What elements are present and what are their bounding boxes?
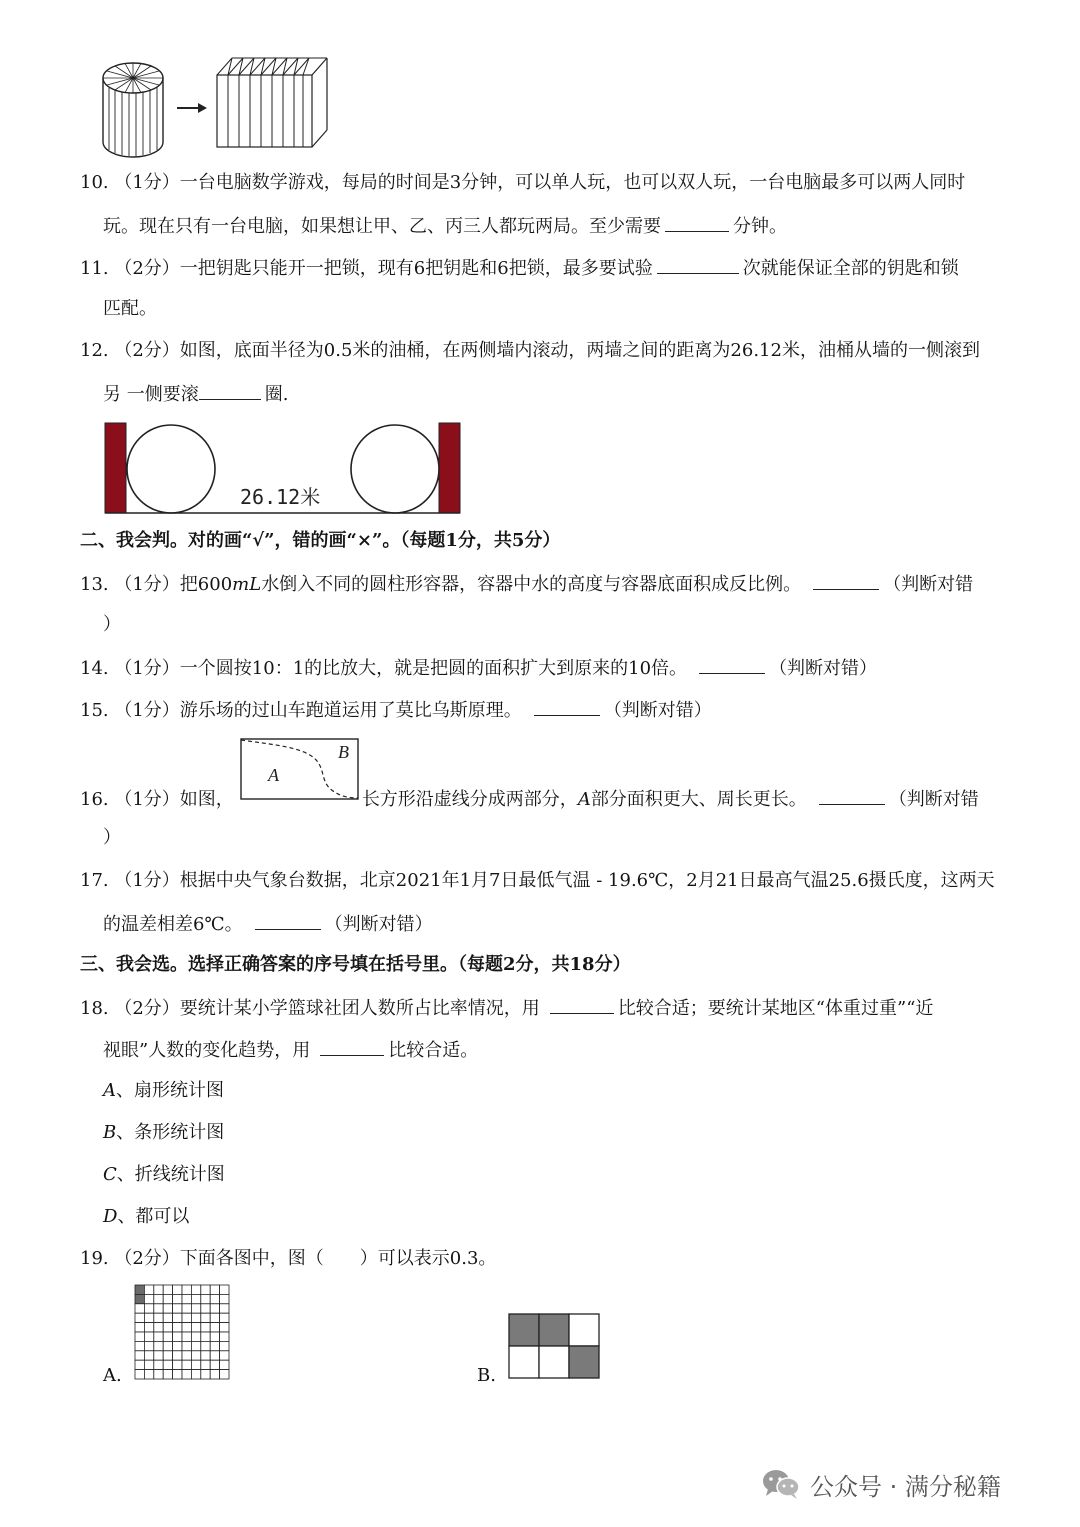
answer-blank-q10[interactable]	[665, 213, 729, 232]
grid-cell	[163, 1323, 172, 1332]
q16-line1-text: 16. （1分）如图，	[80, 789, 234, 810]
q16-line1-mid: 长方形沿虚线分成两部分，	[361, 789, 578, 810]
grid-cell	[154, 1294, 163, 1303]
grid-cell	[182, 1332, 191, 1341]
grid-cell	[182, 1370, 191, 1379]
hundred-grid-figure	[134, 1284, 230, 1380]
answer-blank-q11[interactable]	[657, 255, 739, 274]
grid-cell	[163, 1294, 172, 1303]
grid-cell	[220, 1313, 229, 1322]
grid-cell	[173, 1360, 182, 1369]
q15-judge: （判断对错）	[603, 700, 712, 721]
grid-cell	[135, 1341, 144, 1350]
grid-cell	[144, 1294, 153, 1303]
grid-cell	[144, 1360, 153, 1369]
answer-blank-q18-1[interactable]	[550, 995, 614, 1014]
grid-cell	[191, 1285, 200, 1294]
grid-cell	[210, 1294, 219, 1303]
grid-cell	[182, 1351, 191, 1360]
grid-cell	[135, 1370, 144, 1379]
grid-cell	[210, 1370, 219, 1379]
q14-judge: （判断对错）	[769, 658, 878, 679]
grid-cell	[173, 1285, 182, 1294]
grid-cell	[220, 1360, 229, 1369]
grid-cell	[201, 1341, 210, 1350]
grid-cell	[135, 1332, 144, 1341]
q19-option-a[interactable]: A.	[103, 1365, 122, 1386]
q18-line1-text: 18. （2分）要统计某小学篮球社团人数所占比率情况，用	[80, 998, 540, 1019]
grid-cell	[182, 1304, 191, 1313]
answer-blank-q16[interactable]	[819, 786, 885, 805]
grid-cell	[220, 1370, 229, 1379]
grid-cell	[154, 1332, 163, 1341]
q19-option-b[interactable]: B.	[477, 1365, 496, 1386]
six-grid-figure	[508, 1313, 601, 1379]
answer-blank-q15[interactable]	[534, 697, 600, 716]
section3-heading: 三、我会选。选择正确答案的序号填在括号里。（每题2分，共18分）	[80, 954, 631, 975]
wechat-icon	[762, 1468, 800, 1500]
grid-cell	[191, 1332, 200, 1341]
q16-line2: ）	[103, 827, 121, 848]
grid-cell	[182, 1360, 191, 1369]
q18-line1	[80, 995, 933, 1021]
grid-cell	[154, 1351, 163, 1360]
grid-cell	[154, 1341, 163, 1350]
q18-line1-rest: 比较合适；要统计某地区“体重过重”“近	[617, 998, 934, 1019]
q17-line2	[103, 911, 433, 937]
grid-cell	[201, 1370, 210, 1379]
option-text: 、条形统计图	[116, 1122, 225, 1143]
q10-line2	[103, 213, 787, 239]
grid-cell	[154, 1313, 163, 1322]
grid-cell	[210, 1285, 219, 1294]
grid-cell	[191, 1313, 200, 1322]
answer-blank-q17[interactable]	[255, 911, 321, 930]
watermark-text: 公众号 · 满分秘籍	[810, 1472, 1001, 1501]
grid-cell	[182, 1294, 191, 1303]
grid-cell	[220, 1294, 229, 1303]
grid-cell	[201, 1285, 210, 1294]
section2-heading: 二、我会判。对的画“√”，错的画“×”。（每题1分，共5分）	[80, 530, 561, 551]
grid-cell	[163, 1341, 172, 1350]
q13-line1-text: 13. （1分）把600	[80, 574, 233, 595]
grid-cell	[173, 1370, 182, 1379]
grid-cell	[201, 1323, 210, 1332]
grid-cell	[144, 1313, 153, 1322]
q18-option-a[interactable]	[103, 1079, 224, 1103]
q18-option-d[interactable]	[103, 1205, 189, 1229]
q10-line1: 10. （1分）一台电脑数学游戏，每局的时间是3分钟，可以单人玩，也可以双人玩，一台电脑最多可以两人同时	[80, 172, 966, 193]
answer-blank-q12[interactable]	[199, 381, 261, 400]
grid-cell	[135, 1313, 144, 1322]
grid-cell	[173, 1323, 182, 1332]
option-letter: D	[103, 1206, 118, 1227]
q13-unit: mL	[232, 574, 262, 595]
option-letter: B	[103, 1122, 117, 1143]
q18-line2-rest: 比较合适。	[388, 1040, 479, 1061]
grid-cell-shaded	[135, 1285, 144, 1294]
grid-cell	[201, 1313, 210, 1322]
q16-line1-mid2: 部分面积更大、周长更长。	[590, 789, 807, 810]
q13-line1	[80, 571, 973, 597]
grid-cell	[163, 1351, 172, 1360]
grid-cell	[163, 1360, 172, 1369]
grid-cell	[210, 1360, 219, 1369]
grid-cell	[173, 1332, 182, 1341]
option-letter: C	[103, 1164, 117, 1185]
q11-line1-text: 11. （2分）一把钥匙只能开一把锁，现有6把钥匙和6把锁，最多要试验	[80, 258, 653, 279]
grid-cell	[191, 1323, 200, 1332]
grid-cell	[144, 1351, 153, 1360]
q17-judge: （判断对错）	[324, 914, 433, 935]
grid-cell	[210, 1351, 219, 1360]
grid-cell	[220, 1351, 229, 1360]
grid-cell	[220, 1341, 229, 1350]
grid-cell	[163, 1332, 172, 1341]
q16-part: A	[577, 789, 591, 810]
grid-cell	[210, 1313, 219, 1322]
grid-cell	[144, 1332, 153, 1341]
grid-cell	[144, 1370, 153, 1379]
grid-cell	[201, 1304, 210, 1313]
q12-line2	[103, 381, 288, 407]
grid-cell	[191, 1294, 200, 1303]
grid-cell	[173, 1341, 182, 1350]
grid-cell	[220, 1332, 229, 1341]
grid-cell	[191, 1370, 200, 1379]
grid-cell	[182, 1341, 191, 1350]
grid-cell	[201, 1294, 210, 1303]
grid-cell	[163, 1285, 172, 1294]
q13-line1-mid: 水倒入不同的圆柱形容器，容器中水的高度与容器底面积成反比例。	[261, 574, 802, 595]
grid-cell	[201, 1360, 210, 1369]
grid-cell	[144, 1285, 153, 1294]
grid-cell	[173, 1294, 182, 1303]
q15-line1-text: 15. （1分）游乐场的过山车跑道运用了莫比乌斯原理。	[80, 700, 522, 721]
grid-cell	[135, 1360, 144, 1369]
q10-line2-text: 玩。现在只有一台电脑，如果想让甲、乙、丙三人都玩两局。至少需要	[103, 216, 661, 237]
grid-cell	[182, 1313, 191, 1322]
grid-cell	[135, 1323, 144, 1332]
answer-blank-q13[interactable]	[813, 571, 879, 590]
option-letter: A	[103, 1080, 116, 1101]
grid-cell	[201, 1351, 210, 1360]
grid-cell	[135, 1351, 144, 1360]
grid-cell	[163, 1370, 172, 1379]
grid-cell	[163, 1304, 172, 1313]
grid-cell	[201, 1332, 210, 1341]
q14-line1-text: 14. （1分）一个圆按10：1的比放大，就是把圆的面积扩大到原来的10倍。	[80, 658, 688, 679]
grid-cell	[220, 1323, 229, 1332]
q19-line1: 19. （2分）下面各图中，图（ ）可以表示0.3。	[80, 1248, 497, 1269]
grid-cell	[191, 1341, 200, 1350]
q18-option-b[interactable]	[103, 1121, 224, 1145]
grid-cell	[173, 1351, 182, 1360]
q17-line2-text: 的温差相差6℃。	[103, 914, 243, 935]
q13-judge: （判断对错	[883, 574, 974, 595]
q11-line1-rest: 次就能保证全部的钥匙和锁	[742, 258, 959, 279]
q11-line2: 匹配。	[103, 298, 157, 319]
grid-cell-shaded	[135, 1294, 144, 1303]
label-a: A	[268, 765, 279, 785]
grid-cell	[154, 1285, 163, 1294]
grid-cell	[163, 1313, 172, 1322]
q18-line2	[103, 1037, 478, 1063]
grid-cell	[182, 1285, 191, 1294]
option-text: 、折线统计图	[116, 1164, 225, 1185]
q16-line1	[80, 786, 979, 812]
q17-line1: 17. （1分）根据中央气象台数据，北京2021年1月7日最低气温 - 19.6℃，2月21日最高气温25.6摄氏度，这两天	[80, 870, 995, 891]
q12-line2-unit: 圈.	[264, 384, 289, 405]
barrel-walls-figure	[100, 418, 465, 518]
grid-cell	[144, 1341, 153, 1350]
q10-line2-unit: 分钟。	[733, 216, 787, 237]
q12-line1: 12. （2分）如图，底面半径为0.5米的油桶，在两侧墙内滚动，两墙之间的距离为26.12米，油桶从墙的一侧滚到	[80, 340, 980, 361]
q16-judge: （判断对错	[888, 789, 979, 810]
answer-blank-q18-2[interactable]	[320, 1037, 384, 1056]
grid-cell	[220, 1304, 229, 1313]
grid-cell	[220, 1285, 229, 1294]
grid-cell	[191, 1351, 200, 1360]
grid-cell	[210, 1332, 219, 1341]
distance-label: 26.12米	[240, 485, 321, 509]
watermark	[762, 1466, 1001, 1502]
q14-line1	[80, 655, 877, 681]
label-b: B	[338, 742, 349, 762]
grid-cell	[173, 1313, 182, 1322]
answer-blank-q14[interactable]	[699, 655, 765, 674]
grid-cell	[144, 1304, 153, 1313]
grid-cell	[191, 1304, 200, 1313]
cylinder-figure	[95, 50, 340, 160]
q18-line2-text: 视眼”人数的变化趋势，用	[103, 1040, 311, 1061]
grid-cell	[210, 1341, 219, 1350]
grid-cell	[191, 1360, 200, 1369]
option-text: 、都可以	[117, 1206, 190, 1227]
grid-cell	[154, 1370, 163, 1379]
grid-cell	[182, 1323, 191, 1332]
option-text: 、扇形统计图	[116, 1080, 224, 1101]
grid-cell	[154, 1323, 163, 1332]
grid-cell	[154, 1360, 163, 1369]
q12-line2-text: 另 一侧要滚	[103, 384, 199, 405]
grid-cell	[173, 1304, 182, 1313]
q18-option-c[interactable]	[103, 1163, 225, 1187]
grid-cell	[154, 1304, 163, 1313]
grid-cell	[210, 1304, 219, 1313]
q15-line1	[80, 697, 712, 723]
q13-line2: ）	[103, 614, 121, 635]
grid-cell	[135, 1304, 144, 1313]
grid-cell	[210, 1323, 219, 1332]
grid-cell	[144, 1323, 153, 1332]
q11-line1	[80, 255, 959, 281]
